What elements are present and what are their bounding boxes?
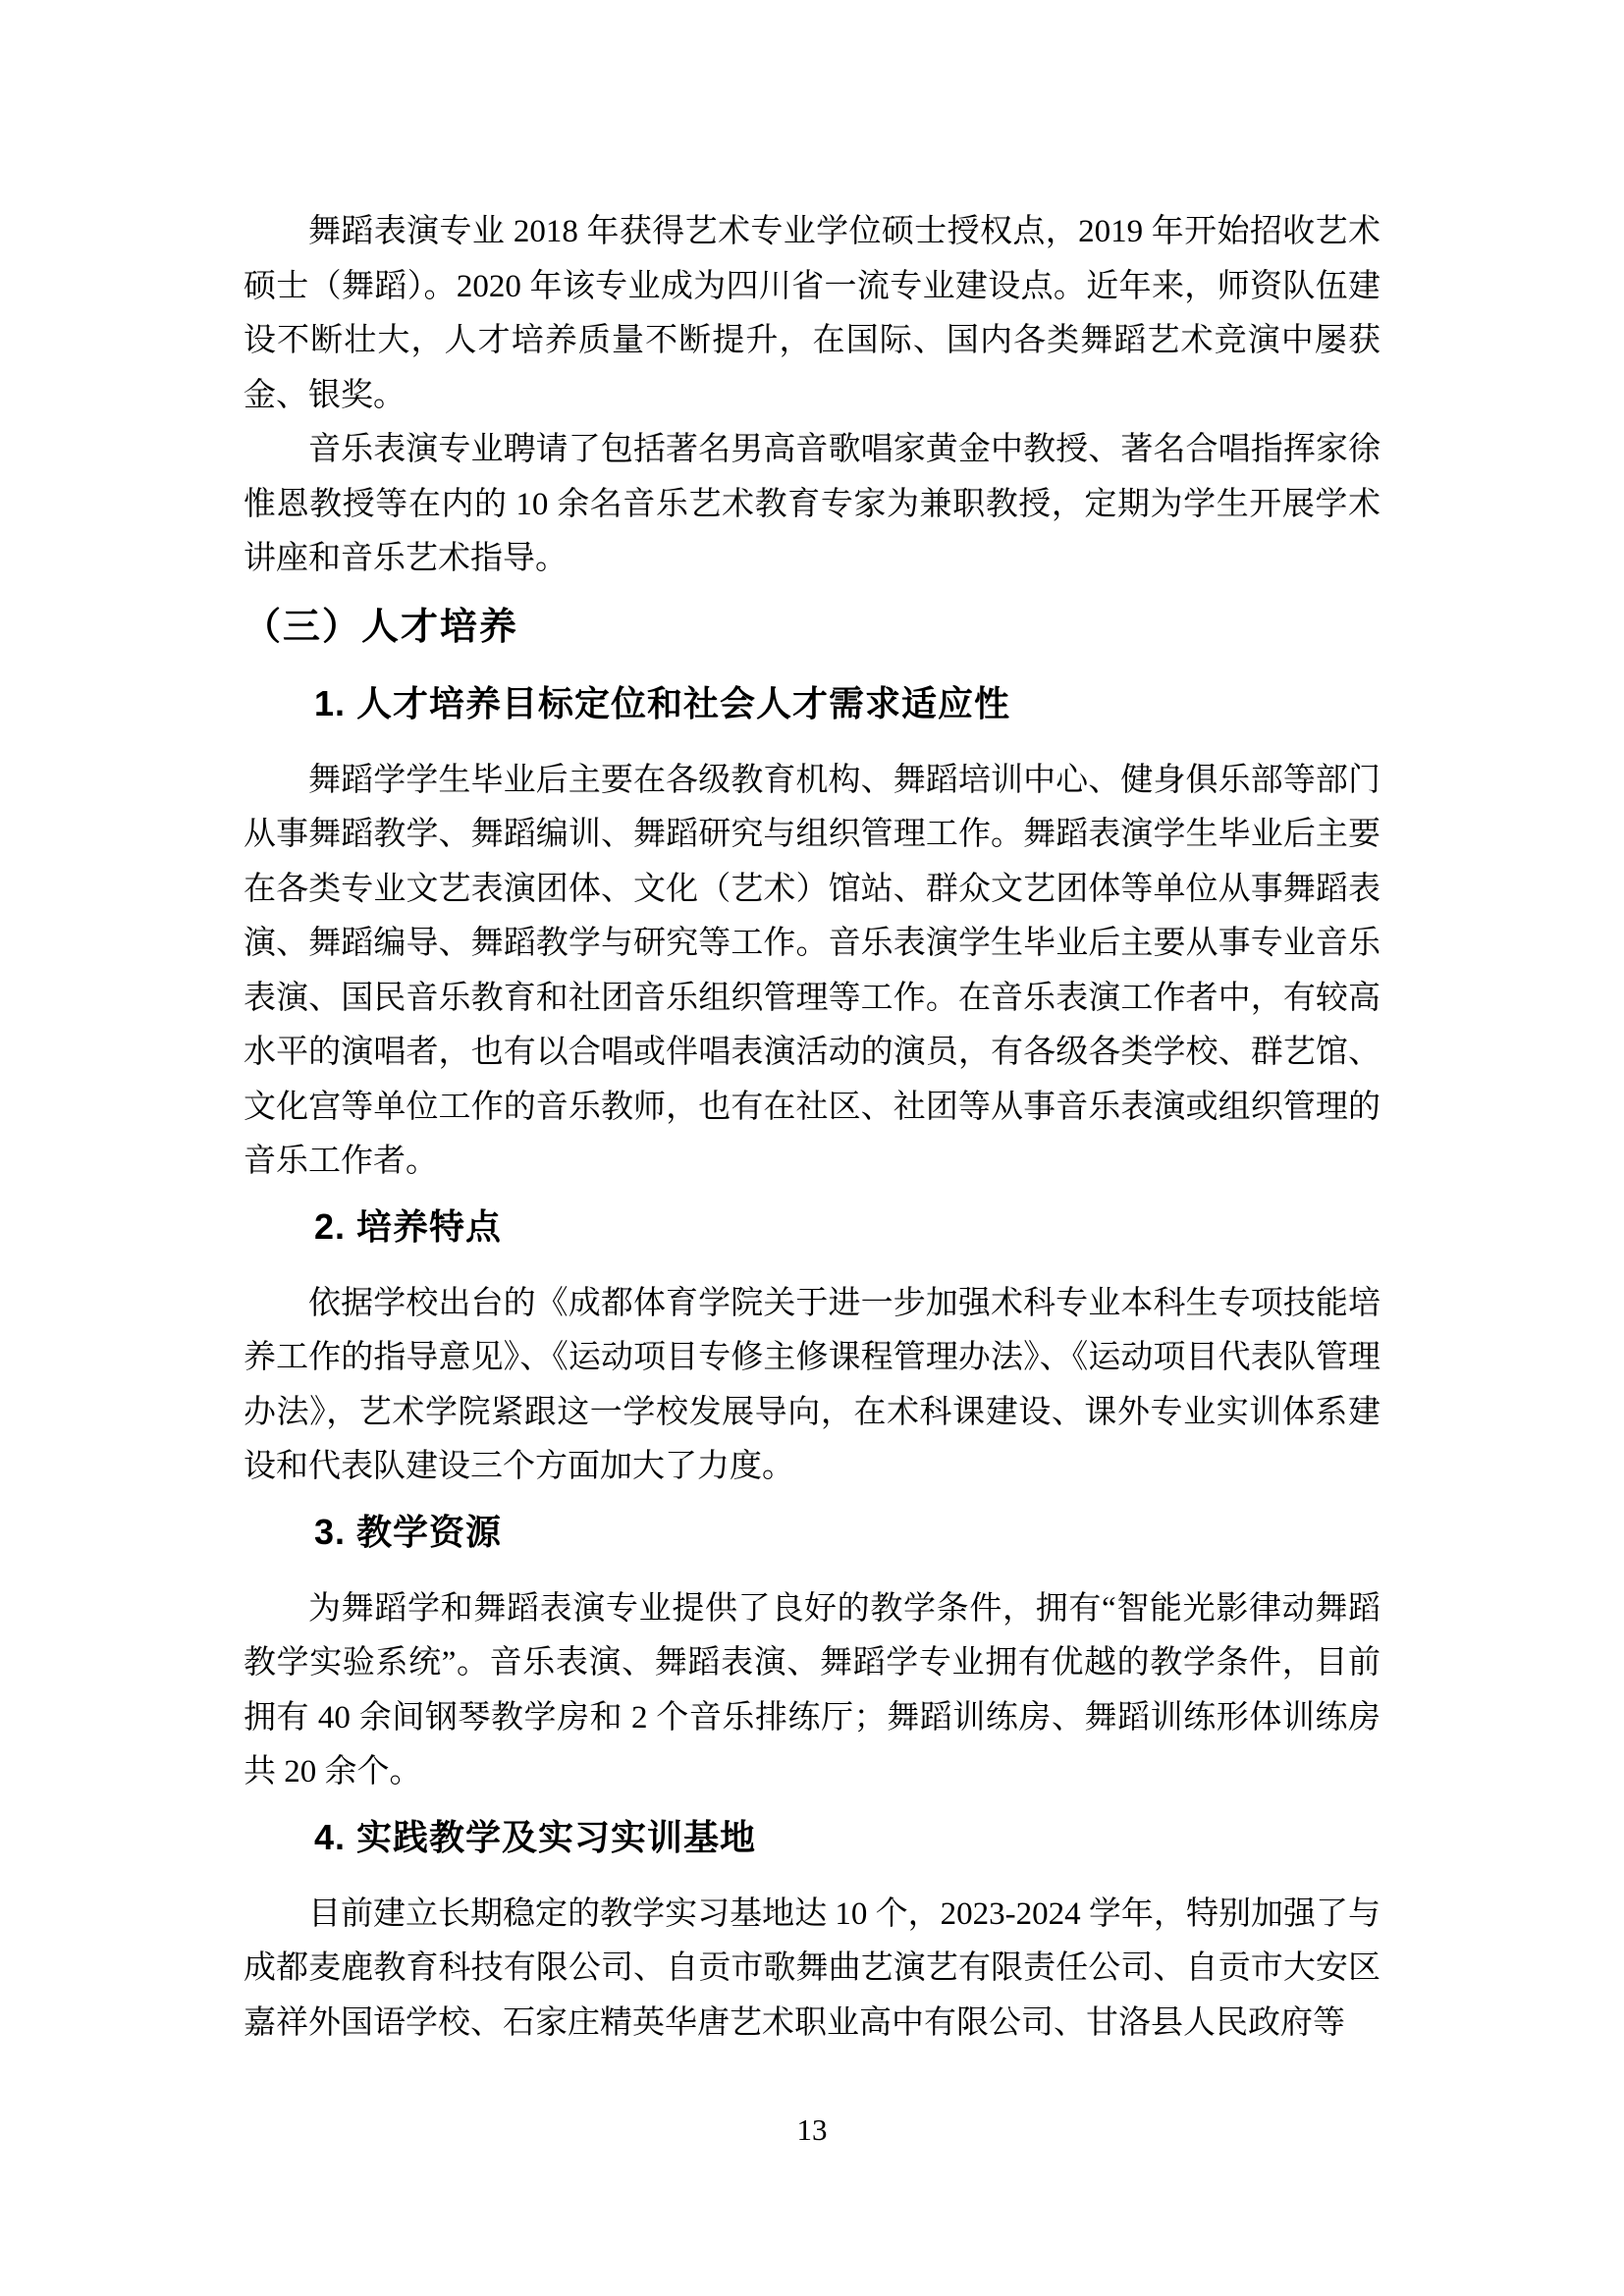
section-heading-talent-cultivation: （三）人才培养 [244, 606, 519, 648]
para-practice-bases: 目前建立长期稳定的教学实习基地达 10 个，2023-2024 学年，特别加强了与成都麦鹿教育科技有限公司、自贡市歌舞曲艺演艺有限责任公司、自贡市大安区嘉祥外国语学校、石家庄精英华唐艺术职业高中有限公司、甘洛县人民政府等 [244, 1896, 1380, 2041]
sub-heading-4-practice-bases: 4. 实践教学及实习实训基地 [314, 1816, 757, 1857]
para-training-features: 依据学校出台的《成都体育学院关于进一步加强术科专业本科生专项技能培养工作的指导意见》、《运动项目专修主修课程管理办法》、《运动项目代表队管理办法》，艺术学院紧跟这一学校发展导向，在术科课建设、课外专业实训体系建设和代表队建设三个方面加大了力度。 [244, 1285, 1380, 1484]
para-dance-performance-degree: 舞蹈表演专业 2018 年获得艺术专业学位硕士授权点，2019 年开始招收艺术硕士（舞蹈）。2020 年该专业成为四川省一流专业建设点。近年来，师资队伍建设不断壮大，人才培养质量不断提升，在国际、国内各类舞蹈艺术竞演中屡获金、银奖。 [244, 214, 1380, 413]
sub-heading-1-goal-orientation: 1. 人才培养目标定位和社会人才需求适应性 [314, 682, 1011, 723]
page-number: 13 [796, 2112, 828, 2147]
para-teaching-resources: 为舞蹈学和舞蹈表演专业提供了良好的教学条件，拥有“智能光影律动舞蹈教学实验系统”。音乐表演、舞蹈表演、舞蹈学专业拥有优越的教学条件，目前拥有 40 余间钢琴教学房和 2 个音乐排练厅；舞蹈训练房、舞蹈训练形体训练房共 20 余个。 [244, 1590, 1380, 1789]
para-music-performance-professors: 音乐表演专业聘请了包括著名男高音歌唱家黄金中教授、著名合唱指挥家徐惟恩教授等在内的 10 余名音乐艺术教育专家为兼职教授，定期为学生开展学术讲座和音乐艺术指导。 [244, 432, 1380, 576]
sub-heading-2-training-features: 2. 培养特点 [314, 1205, 503, 1247]
document-content [244, 205, 1380, 2051]
para-graduate-destinations: 舞蹈学学生毕业后主要在各级教育机构、舞蹈培训中心、健身俱乐部等部门从事舞蹈教学、舞蹈编训、舞蹈研究与组织管理工作。舞蹈表演学生毕业后主要在各类专业文艺表演团体、文化（艺术）馆站、群众文艺团体等单位从事舞蹈表演、舞蹈编导、舞蹈教学与研究等工作。音乐表演学生毕业后主要从事专业音乐表演、国民音乐教育和社团音乐组织管理等工作。在音乐表演工作者中，有较高水平的演唱者，也有以合唱或伴唱表演活动的演员，有各级各类学校、群艺馆、文化宫等单位工作的音乐教师，也有在社区、社团等从事音乐表演或组织管理的音乐工作者。 [244, 762, 1380, 1179]
sub-heading-3-teaching-resources: 3. 教学资源 [314, 1511, 503, 1552]
